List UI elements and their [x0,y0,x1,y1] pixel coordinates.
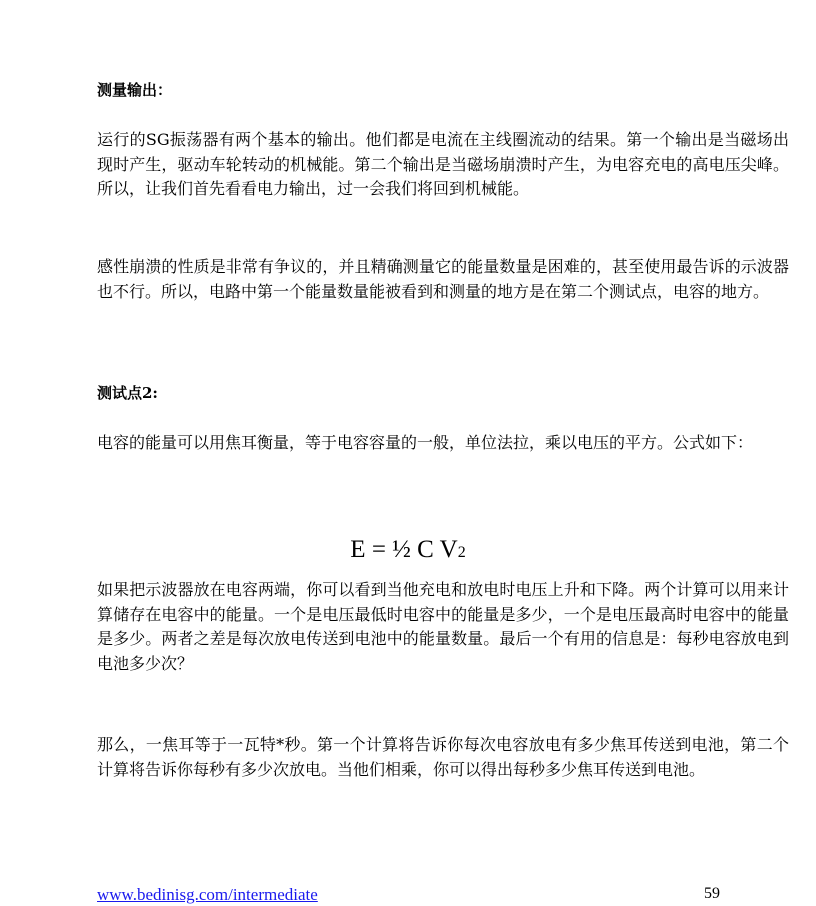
formula-subscript: 2 [457,544,466,561]
paragraph-output-description: 运行的SG振荡器有两个基本的输出。他们都是电流在主线圈流动的结果。第一个输出是当磁场出现时产生，驱动车轮转动的机械能。第二个输出是当磁场崩溃时产生，为电容充电的高电压尖峰。所以，让我们首先看看电力输出，过一会我们将回到机械能。 [97,130,789,198]
formula-main: E = ½ C V [350,536,458,563]
paragraph-capacitor-energy: 电容的能量可以用焦耳衡量，等于电容容量的一般，单位法拉，乘以电压的平方。公式如下： [97,433,754,452]
heading-test-point-2: 测试点2: [97,384,158,402]
footer-website-link[interactable]: www.bedinisg.com/intermediate [97,885,318,904]
energy-formula [0,534,816,569]
paragraph-oscilloscope: 如果把示波器放在电容两端，你可以看到当他充电和放电时电压上升和下降。两个计算可以用来计算储存在电容中的能量。一个是电压最低时电容中的能量是多少，一个是电压最高时电容中的能量是多少。两者之差是每次放电传送到电池中的能量数量。最后一个有用的信息是：每秒电容放电到电池多少次？ [97,580,789,673]
page-number: 59 [704,885,720,902]
paragraph-inductive-collapse: 感性崩溃的性质是非常有争议的，并且精确测量它的能量数量是困难的，甚至使用最告诉的示波器也不行。所以，电路中第一个能量数量能被看到和测量的地方是在第二个测试点，电容的地方。 [97,257,789,301]
paragraph-joule-definition: 那么，一焦耳等于一瓦特*秒。第一个计算将告诉你每次电容放电有多少焦耳传送到电池，第二个计算将告诉你每秒有多少次放电。当他们相乘，你可以得出每秒多少焦耳传送到电池。 [97,735,789,779]
heading-measurement-output: 测量输出： [97,81,173,99]
